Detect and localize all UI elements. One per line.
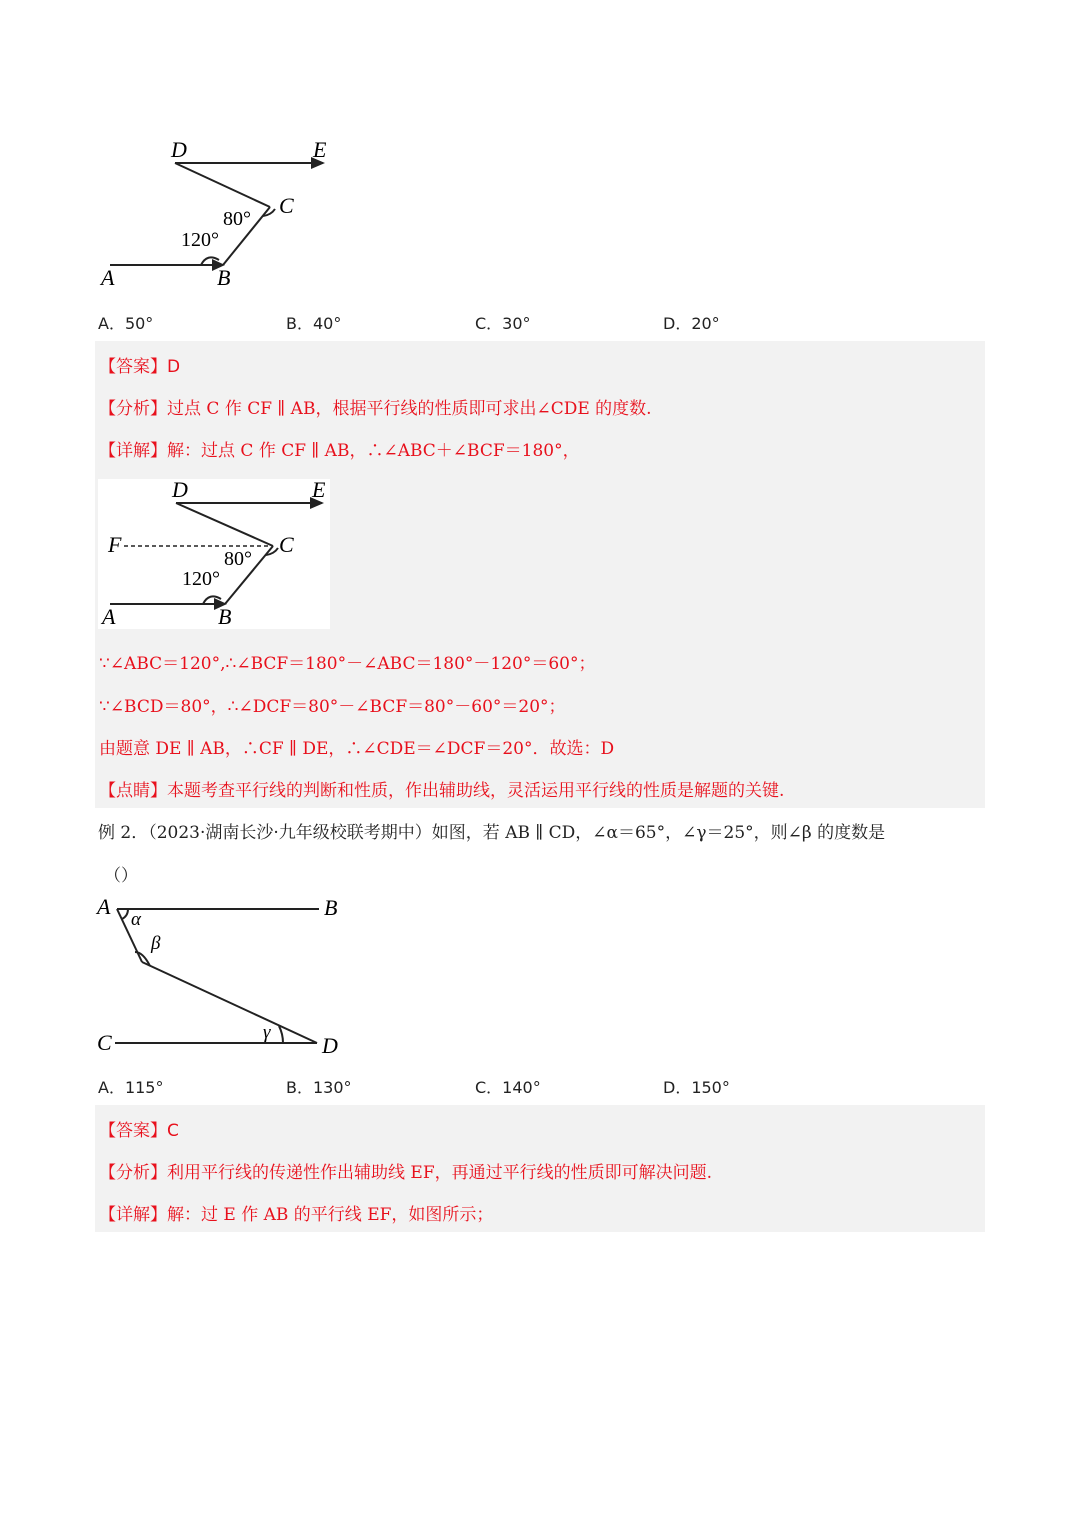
figure-2 [98, 479, 330, 629]
fig2-label-e: E [312, 479, 326, 502]
answer-value: D [167, 357, 181, 377]
q1-option-d[interactable]: D．20° [663, 314, 720, 333]
q2-answer-value: C [167, 1121, 179, 1141]
fig3-label-c: C [97, 1030, 112, 1055]
q1-solution-panel [95, 341, 985, 808]
q1-comment [99, 776, 784, 801]
q2-answer [99, 1116, 179, 1141]
fig2-angle-b: 120° [182, 568, 220, 590]
analysis-text: 过点 C 作 CF ∥ AB，根据平行线的性质即可求出∠CDE 的度数. [167, 399, 652, 419]
q1-analysis [99, 394, 652, 419]
figure-3 [95, 892, 355, 1060]
fig2-label-b: B [218, 604, 232, 629]
detail-text: 解：过点 C 作 CF ∥ AB，∴∠ABC＋∠BCF＝180°， [167, 441, 580, 461]
q1-answer [99, 352, 180, 377]
fig3-label-b: B [324, 895, 338, 920]
q1-option-b[interactable]: B．40° [286, 314, 342, 333]
fig3-label-a: A [97, 894, 111, 919]
fig3-alpha: α [131, 909, 141, 930]
q1-step-1: ∵∠ABC＝120°,∴∠BCF＝180°－∠ABC＝180°－120°＝60°； [99, 654, 596, 674]
comment-tag: 【点睛】 [99, 781, 167, 801]
q1-step-3: 由题意 DE ∥ AB，∴CF ∥ DE，∴∠CDE＝∠DCF＝20°．故选：D [99, 739, 615, 759]
fig2-angle-c: 80° [224, 548, 252, 570]
q2-detail-text: 解：过 E 作 AB 的平行线 EF，如图所示； [167, 1205, 494, 1225]
q2-stem: 例 2．（2023·湖南长沙·九年级校联考期中）如图，若 AB ∥ CD，∠α＝65°，∠γ＝25°，则∠β 的度数是 [98, 823, 886, 843]
q2-analysis-text: 利用平行线的传递性作出辅助线 EF，再通过平行线的性质即可解决问题. [167, 1163, 713, 1183]
q2-analysis-tag: 【分析】 [99, 1163, 167, 1183]
q1-option-c[interactable]: C．30° [475, 314, 531, 333]
label-d: D [171, 137, 187, 162]
q2-option-a[interactable]: A．115° [98, 1078, 164, 1097]
q2-detail-tag: 【详解】 [99, 1205, 167, 1225]
label-c: C [279, 193, 294, 218]
q2-options [98, 1075, 978, 1101]
fig2-label-a: A [102, 604, 116, 629]
angle-c-label: 80° [223, 208, 251, 230]
fig2-label-d: D [172, 479, 188, 502]
fig3-beta: β [151, 933, 161, 954]
fig2-label-c: C [279, 532, 294, 557]
q2-option-c[interactable]: C．140° [475, 1078, 541, 1097]
fig2-label-f: F [108, 532, 122, 557]
q2-detail [99, 1200, 493, 1225]
fig3-label-d: D [322, 1033, 338, 1058]
q2-analysis [99, 1158, 712, 1183]
q2-option-b[interactable]: B．130° [286, 1078, 352, 1097]
q1-detail [99, 436, 580, 461]
q1-options [98, 311, 978, 337]
q2-option-d[interactable]: D．150° [663, 1078, 730, 1097]
analysis-tag: 【分析】 [99, 399, 167, 419]
label-b: B [217, 265, 231, 290]
q2-answer-blank: （） [104, 866, 138, 886]
angle-b-label: 120° [181, 229, 219, 251]
detail-tag: 【详解】 [99, 441, 167, 461]
label-a: A [101, 265, 115, 290]
figure-1 [95, 135, 345, 295]
q2-answer-tag: 【答案】 [99, 1121, 167, 1141]
q2-solution-panel [95, 1105, 985, 1232]
answer-tag: 【答案】 [99, 357, 167, 377]
comment-text: 本题考查平行线的判断和性质，作出辅助线，灵活运用平行线的性质是解题的关键. [167, 781, 785, 801]
q1-step-2: ∵∠BCD＝80°，∴∠DCF＝80°－∠BCF＝80°－60°＝20°； [99, 697, 566, 717]
fig3-gamma: γ [263, 1022, 271, 1043]
label-e: E [313, 137, 327, 162]
q1-option-a[interactable]: A．50° [98, 314, 154, 333]
